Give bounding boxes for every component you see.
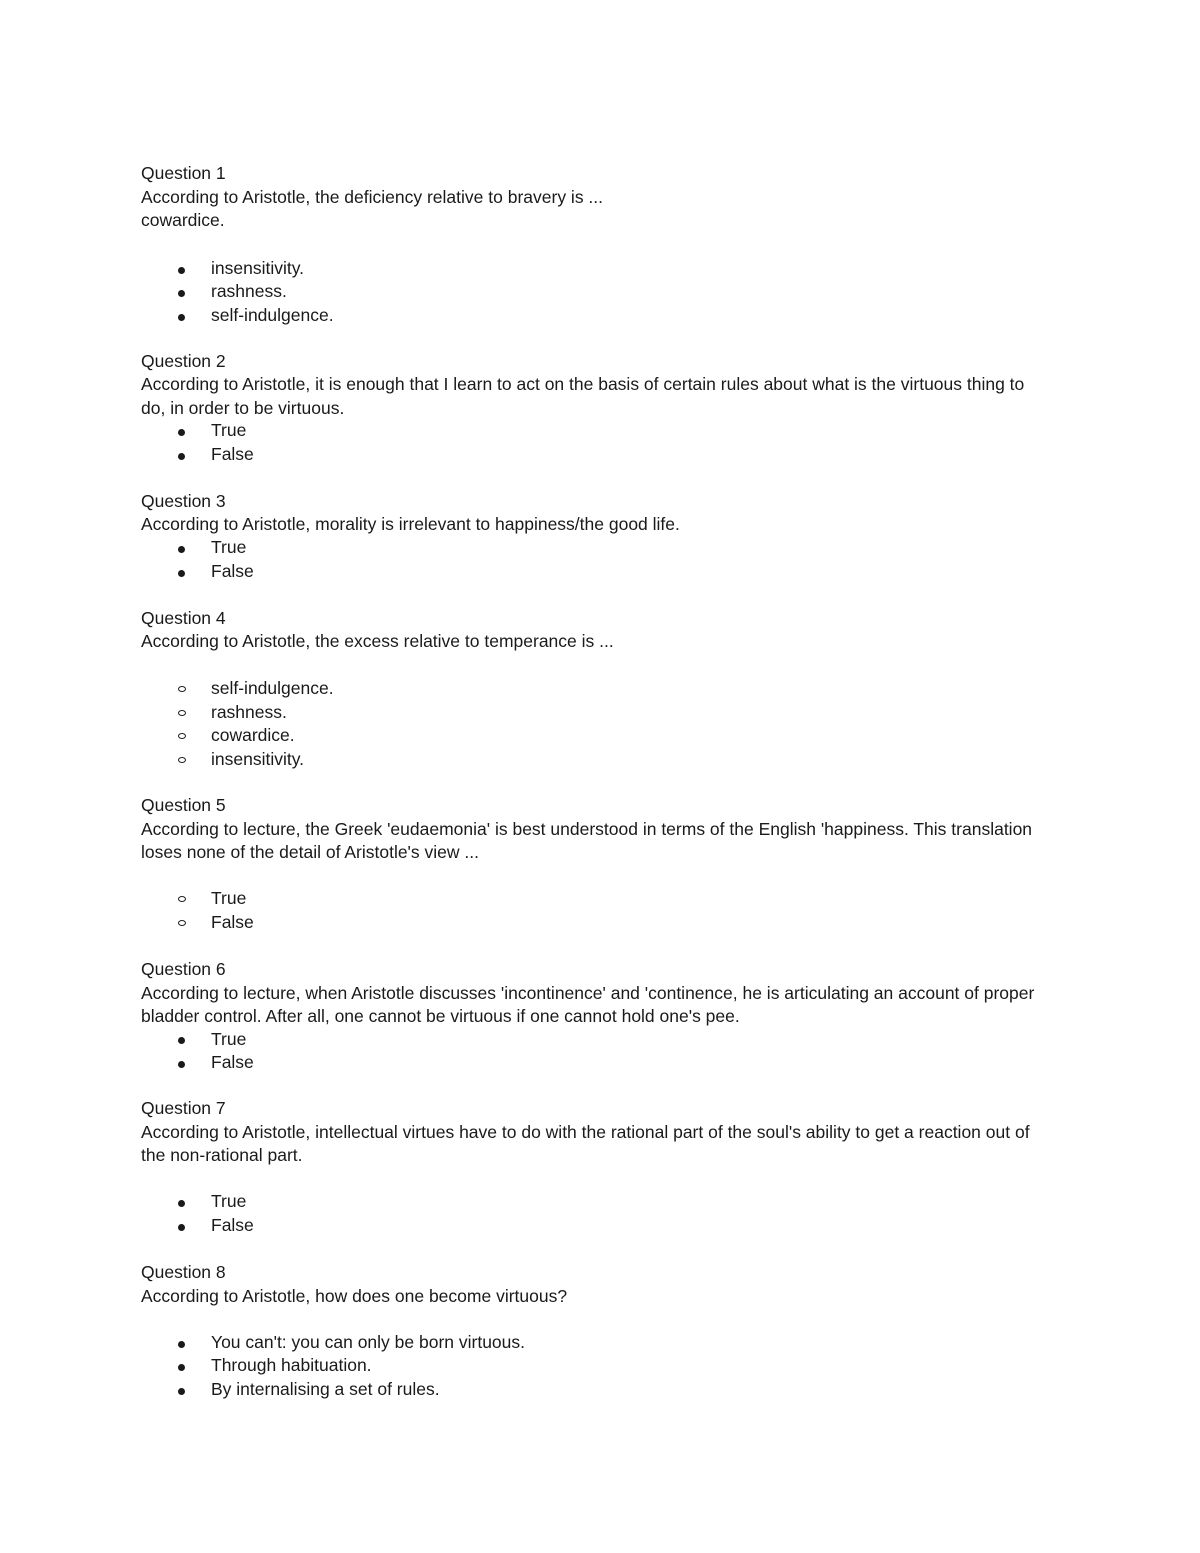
question-6-label: Question 6 <box>141 959 226 979</box>
bullet-icon <box>178 1388 185 1395</box>
question-6-text: bladder control. After all, one cannot be virtuous if one cannot hold one's pee. <box>141 1006 740 1026</box>
bullet-icon <box>178 1224 185 1231</box>
question-5-option: False <box>211 912 254 932</box>
question-6-option: False <box>211 1052 254 1072</box>
question-5-option: True <box>211 888 247 908</box>
question-4-text: According to Aristotle, the excess relative to temperance is ... <box>141 631 614 651</box>
question-4-option: cowardice. <box>211 725 295 745</box>
question-7-option: True <box>211 1191 247 1211</box>
question-6-option: True <box>211 1029 247 1049</box>
question-4-option: self-indulgence. <box>211 678 334 698</box>
bullet-icon <box>178 1364 185 1371</box>
question-5-label: Question 5 <box>141 795 226 815</box>
question-2-label: Question 2 <box>141 351 226 371</box>
question-7-option: False <box>211 1215 254 1235</box>
bullet-icon <box>178 570 185 577</box>
bullet-icon <box>178 290 185 297</box>
question-4-label: Question 4 <box>141 608 226 628</box>
question-8-option: You can't: you can only be born virtuous. <box>211 1332 526 1352</box>
question-2-option: False <box>211 444 254 464</box>
question-4-option: rashness. <box>211 702 287 722</box>
question-5-text: According to lecture, the Greek 'eudaemonia' is best understood in terms of the English 'happiness. This translation <box>141 819 1033 839</box>
question-3-text: According to Aristotle, morality is irrelevant to happiness/the good life. <box>141 514 680 534</box>
question-1-option: rashness. <box>211 281 287 301</box>
bullet-icon <box>178 429 185 436</box>
question-1-option: insensitivity. <box>211 258 305 278</box>
question-7-label: Question 7 <box>141 1098 226 1118</box>
hollow-bullet-icon <box>178 920 186 926</box>
question-2-text: do, in order to be virtuous. <box>141 398 345 418</box>
question-3-option: False <box>211 561 254 581</box>
question-1-text: According to Aristotle, the deficiency relative to bravery is ... <box>141 187 604 207</box>
question-3-option: True <box>211 537 247 557</box>
question-1-label: Question 1 <box>141 163 226 183</box>
bullet-icon <box>178 546 185 553</box>
bullet-icon <box>178 1061 185 1068</box>
question-8-option: By internalising a set of rules. <box>211 1379 440 1399</box>
hollow-bullet-icon <box>178 686 186 692</box>
bullet-icon <box>178 1037 185 1044</box>
hollow-bullet-icon <box>178 896 186 902</box>
hollow-bullet-icon <box>178 710 186 716</box>
question-5-text: loses none of the detail of Aristotle's view ... <box>141 842 479 862</box>
question-6-text: According to lecture, when Aristotle discusses 'incontinence' and 'continence, he is articulating an account of proper <box>141 983 1035 1003</box>
bullet-icon <box>178 1341 185 1348</box>
question-8-label: Question 8 <box>141 1262 226 1282</box>
question-7-text: According to Aristotle, intellectual virtues have to do with the rational part of the soul's ability to get a reaction out of <box>141 1122 1030 1142</box>
question-4-option: insensitivity. <box>211 749 305 769</box>
bullet-icon <box>178 453 185 460</box>
question-2-option: True <box>211 420 247 440</box>
question-1-option: self-indulgence. <box>211 305 334 325</box>
bullet-icon <box>178 314 185 321</box>
question-8-text: According to Aristotle, how does one become virtuous? <box>141 1286 568 1306</box>
question-7-text: the non-rational part. <box>141 1145 303 1165</box>
question-1-text: cowardice. <box>141 210 225 230</box>
hollow-bullet-icon <box>178 757 186 763</box>
question-3-label: Question 3 <box>141 491 226 511</box>
question-8-option: Through habituation. <box>211 1355 372 1375</box>
bullet-icon <box>178 267 185 274</box>
question-2-text: According to Aristotle, it is enough that I learn to act on the basis of certain rules about what is the virtuous thing to <box>141 374 1025 394</box>
hollow-bullet-icon <box>178 733 186 739</box>
bullet-icon <box>178 1200 185 1207</box>
